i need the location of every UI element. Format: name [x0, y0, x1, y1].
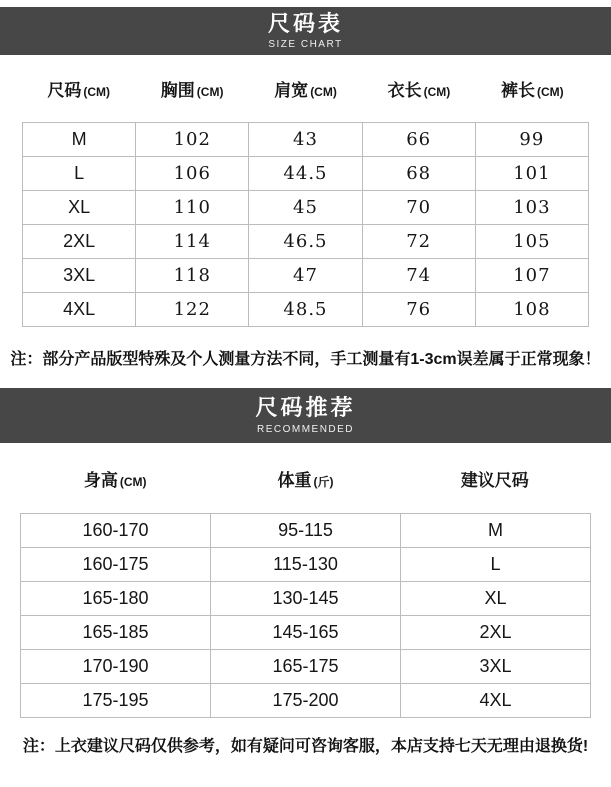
table-cell: 107	[475, 259, 588, 293]
size-chart-section	[0, 7, 611, 388]
table-cell: 103	[475, 191, 588, 225]
column-header-weight	[210, 466, 400, 491]
table-cell: 3XL	[23, 259, 136, 293]
table-row	[23, 225, 589, 259]
table-cell: 106	[136, 157, 249, 191]
table-cell: 118	[136, 259, 249, 293]
table-cell: 165-180	[21, 582, 211, 616]
table-cell: 44.5	[249, 157, 362, 191]
table-cell: M	[23, 123, 136, 157]
table-cell: 145-165	[211, 616, 401, 650]
table-cell: 46.5	[249, 225, 362, 259]
table-cell: 99	[475, 123, 588, 157]
table-cell: 72	[362, 225, 475, 259]
column-label: 尺码	[47, 81, 82, 100]
table-cell: M	[401, 514, 591, 548]
column-label: 体重	[277, 470, 312, 490]
table-cell: 160-175	[21, 548, 211, 582]
measurement-tolerance-note: 注：部分产品版型特殊及个人测量方法不同，手工测量有1-3cm误差属于正常现象！	[10, 351, 601, 368]
size-table	[22, 122, 589, 327]
table-cell: 48.5	[249, 293, 362, 327]
table-cell: 4XL	[23, 293, 136, 327]
table-cell: 115-130	[211, 548, 401, 582]
table-cell: 66	[362, 123, 475, 157]
column-unit: (CM)	[196, 85, 224, 99]
table-row	[23, 191, 589, 225]
table-cell: L	[401, 548, 591, 582]
table-cell: 74	[362, 259, 475, 293]
column-unit: (斤)	[313, 474, 334, 489]
column-label: 建议尺码	[460, 470, 529, 490]
table-row	[21, 650, 591, 684]
table-cell: 165-185	[21, 616, 211, 650]
column-unit: (CM)	[310, 85, 337, 99]
table-cell: 47	[249, 259, 362, 293]
column-unit: (CM)	[537, 85, 564, 99]
table-row	[23, 157, 589, 191]
column-unit: (CM)	[423, 85, 451, 99]
table-cell: 175-195	[21, 684, 211, 718]
table-row	[21, 548, 591, 582]
table-cell: 95-115	[211, 514, 401, 548]
table-cell: 170-190	[21, 650, 211, 684]
column-label: 肩宽	[274, 81, 309, 100]
table-row	[23, 123, 589, 157]
column-header-chest	[135, 76, 248, 101]
column-header-length	[362, 76, 475, 101]
table-cell: 43	[249, 123, 362, 157]
table-cell: 70	[362, 191, 475, 225]
table-cell: 130-145	[211, 582, 401, 616]
table-cell: XL	[401, 582, 591, 616]
table-cell: 68	[362, 157, 475, 191]
table-row	[21, 582, 591, 616]
table-cell: 110	[136, 191, 249, 225]
table-cell: 45	[249, 191, 362, 225]
column-header-pants	[476, 76, 589, 101]
table-cell: 2XL	[401, 616, 591, 650]
size-recommend-section	[0, 388, 611, 770]
column-label: 裤长	[501, 81, 535, 100]
table-row	[23, 259, 589, 293]
table-cell: 76	[362, 293, 475, 327]
column-unit: (CM)	[83, 85, 111, 99]
size-chart-subtitle: SIZE CHART	[268, 39, 343, 51]
column-header-size	[22, 76, 135, 101]
column-unit: (CM)	[119, 474, 147, 489]
recommend-table-column-headers	[20, 443, 591, 513]
table-cell: 160-170	[21, 514, 211, 548]
table-cell: 114	[136, 225, 249, 259]
column-label: 胸围	[160, 81, 195, 100]
table-cell: L	[23, 157, 136, 191]
column-label: 衣长	[387, 81, 422, 100]
table-cell: 2XL	[23, 225, 136, 259]
recommend-title: 尺码推荐	[255, 395, 356, 421]
table-cell: 3XL	[401, 650, 591, 684]
column-label: 身高	[83, 470, 118, 490]
table-row	[23, 293, 589, 327]
table-row	[21, 514, 591, 548]
recommend-table	[20, 513, 591, 718]
size-chart-page	[0, 7, 611, 770]
table-row	[21, 616, 591, 650]
recommend-banner	[0, 388, 611, 443]
recommend-subtitle: RECOMMENDED	[256, 423, 355, 435]
column-header-shoulder	[249, 76, 362, 101]
table-cell: 165-175	[211, 650, 401, 684]
table-cell: 122	[136, 293, 249, 327]
table-cell: 4XL	[401, 684, 591, 718]
size-chart-banner	[0, 7, 611, 55]
size-chart-title: 尺码表	[267, 10, 343, 36]
reference-return-policy-note: 注：上衣建议尺码仅供参考，如有疑问可咨询客服，本店支持七天无理由退换货!	[22, 737, 589, 755]
table-cell: XL	[23, 191, 136, 225]
table-cell: 102	[136, 123, 249, 157]
table-cell: 108	[475, 293, 588, 327]
table-cell: 105	[475, 225, 588, 259]
table-cell: 101	[475, 157, 588, 191]
column-header-suggested-size	[401, 466, 591, 491]
column-header-height	[20, 466, 210, 491]
table-cell: 175-200	[211, 684, 401, 718]
table-row	[21, 684, 591, 718]
size-table-column-headers	[22, 55, 589, 122]
